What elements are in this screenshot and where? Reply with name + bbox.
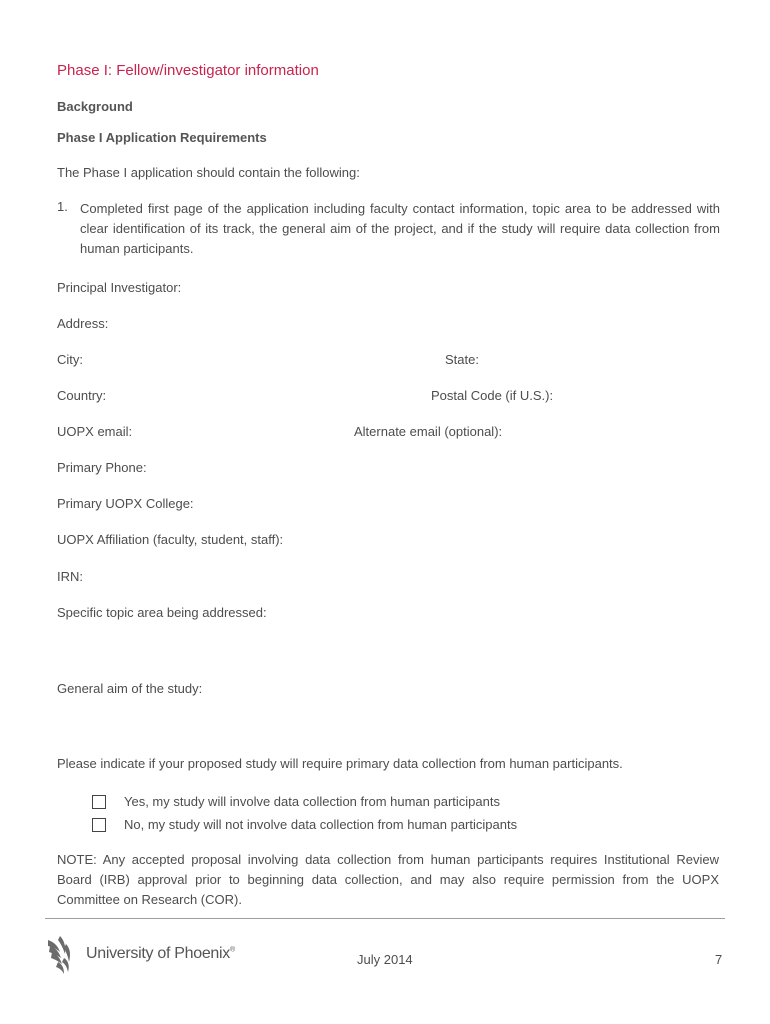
principal-investigator-label: Principal Investigator: (57, 280, 182, 295)
requirement-number: 1. (57, 199, 68, 214)
phoenix-logo-icon (44, 932, 88, 976)
country-label: Country: (57, 388, 107, 403)
city-label: City: (57, 352, 83, 367)
irn-label: IRN: (57, 569, 83, 584)
yes-checkbox[interactable] (92, 795, 106, 809)
no-option-label: No, my study will not involve data collection from human participants (124, 817, 518, 832)
postal-code-label: Postal Code (if U.S.): (431, 388, 554, 403)
alternate-email-label: Alternate email (optional): (354, 424, 503, 439)
intro-text: The Phase I application should contain the following: (57, 165, 360, 180)
background-heading: Background (57, 99, 133, 114)
primary-phone-label: Primary Phone: (57, 460, 147, 475)
section-title: Phase I: Fellow/investigator information (57, 62, 319, 79)
general-aim-label: General aim of the study: (57, 681, 203, 696)
yes-option-label: Yes, my study will involve data collection from human participants (124, 794, 500, 809)
address-label: Address: (57, 316, 109, 331)
university-logo-text (86, 945, 235, 963)
logo-wordmark: University of Phoenix (86, 945, 230, 962)
irb-note: NOTE: Any accepted proposal involving data collection from human participants requires Institutional Review Board (IRB) approval prior to beginning data collection, and may also require permission from the UOPX Committee on Research (COR). (57, 852, 719, 907)
requirement-text: Completed first page of the application including faculty contact information, topic area to be addressed with clear identification of its track, the general aim of the project, and if the study will require data collection from human participants. (80, 201, 720, 256)
requirements-heading: Phase I Application Requirements (57, 130, 267, 145)
primary-college-label: Primary UOPX College: (57, 496, 194, 511)
footer-date: July 2014 (357, 952, 413, 967)
data-collection-question: Please indicate if your proposed study will require primary data collection from human participants. (57, 756, 623, 771)
registered-mark: ® (230, 946, 235, 954)
state-label: State: (445, 352, 479, 367)
footer-divider (45, 918, 725, 919)
uopx-email-label: UOPX email: (57, 424, 133, 439)
topic-area-label: Specific topic area being addressed: (57, 605, 267, 620)
no-checkbox[interactable] (92, 818, 106, 832)
page-number: 7 (715, 952, 723, 967)
affiliation-label: UOPX Affiliation (faculty, student, staff): (57, 532, 284, 547)
